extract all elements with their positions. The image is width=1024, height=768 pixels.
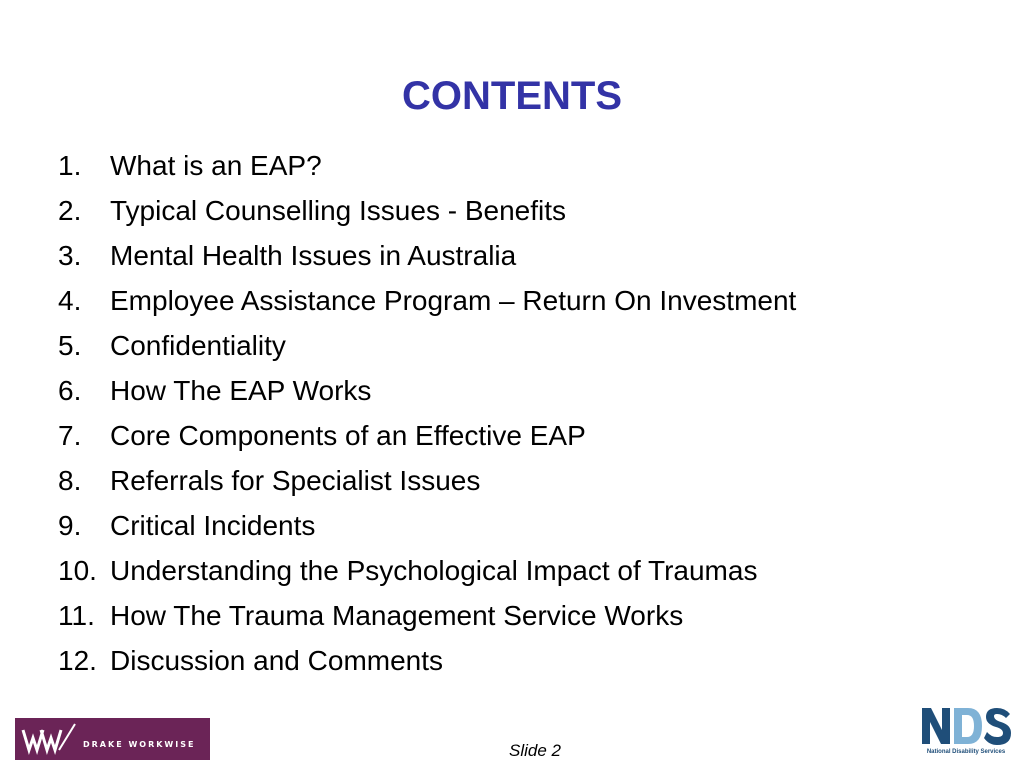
list-item-text: Confidentiality xyxy=(110,330,286,361)
drake-workwise-logo xyxy=(15,718,210,760)
list-item-number: 5. xyxy=(58,330,82,361)
list-item-text: Mental Health Issues in Australia xyxy=(110,240,517,271)
list-item xyxy=(58,146,796,191)
slide-title: CONTENTS xyxy=(402,74,622,118)
list-item xyxy=(58,506,796,551)
list-item-number: 8. xyxy=(58,465,82,496)
list-item-text: Employee Assistance Program – Return On Investment xyxy=(110,285,797,316)
list-item xyxy=(58,551,796,596)
list-item-number: 9. xyxy=(58,510,82,541)
list-item xyxy=(58,641,796,686)
list-item xyxy=(58,371,796,416)
list-item-text: How The EAP Works xyxy=(110,375,372,406)
list-item-text: Understanding the Psychological Impact of Traumas xyxy=(110,555,758,586)
drake-workwise-text: DRAKE WORKWISE xyxy=(83,739,196,749)
list-item-number: 10. xyxy=(58,555,97,586)
list-item-text: How The Trauma Management Service Works xyxy=(110,600,684,631)
list-item-text: What is an EAP? xyxy=(110,150,322,181)
list-item-text: Critical Incidents xyxy=(110,510,316,541)
contents-list xyxy=(58,146,796,686)
list-item xyxy=(58,416,796,461)
list-item-number: 3. xyxy=(58,240,82,271)
list-item-number: 6. xyxy=(58,375,82,406)
list-item-text: Typical Counselling Issues - Benefits xyxy=(110,195,566,226)
list-item xyxy=(58,326,796,371)
slide-number: Slide 2 xyxy=(509,741,561,760)
list-item-text: Discussion and Comments xyxy=(110,645,444,676)
nds-caption: National Disability Services xyxy=(926,749,1006,755)
list-item xyxy=(58,461,796,506)
list-item xyxy=(58,281,796,326)
list-item-number: 7. xyxy=(58,420,82,451)
list-item-number: 2. xyxy=(58,195,82,226)
nds-mark-icon xyxy=(918,704,1014,748)
drake-workwise-mark-icon xyxy=(15,718,79,760)
list-item-number: 11. xyxy=(58,600,95,631)
list-item-number: 1. xyxy=(58,150,82,181)
list-item xyxy=(58,236,796,281)
list-item xyxy=(58,191,796,236)
list-item-number: 12. xyxy=(58,645,97,676)
list-item xyxy=(58,596,796,641)
list-item-number: 4. xyxy=(58,285,82,316)
list-item-text: Referrals for Specialist Issues xyxy=(110,465,481,496)
nds-logo xyxy=(918,704,1014,764)
list-item-text: Core Components of an Effective EAP xyxy=(110,420,586,451)
